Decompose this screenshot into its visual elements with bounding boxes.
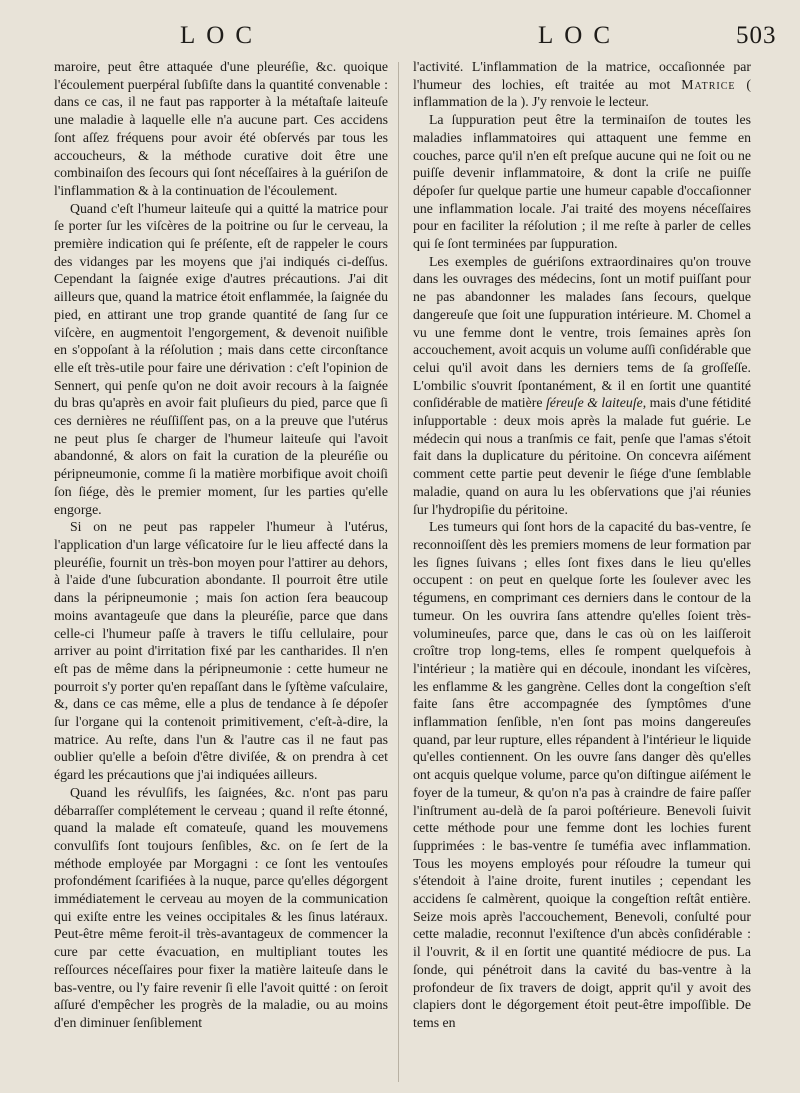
paragraph (413, 518, 751, 1031)
paragraph (54, 58, 388, 200)
paragraph-text: l'activité. L'inflammation de la matrice, occaſionnée par l'humeur des lochies, eſt traitée au mot (413, 59, 751, 92)
paragraph-text: Les exemples de guériſons extraordinaires qu'on trouve dans les ouvrages des médecins, ſont un motif puiſſant pour ne pas abandonner les malades ſans ſecours, quelque dangereuſe que ſoit une ſuppuration intérieure. M. Chomel a vu une femme dont le ventre, trois ſemaines après ſon accouchement, avoit acquis un volume auſſi conſidérable que celui qu'il avoit dans les derniers tems de ſa groſſeſſe. L'ombilic s'ouvrit ſpontanément, & il en ſortit une quantité conſidérable de matière (413, 253, 751, 411)
left-column (54, 58, 388, 1088)
paragraph (413, 58, 751, 111)
paragraph-text: maroire, peut être attaquée d'une pleuréſie, &c. quoique l'écoulement puerpéral ſubſiſte dans la quantité convenable : dans ce cas, il ne faut pas rapporter à la métaſtaſe laiteuſe une maladie à laquelle elle n'a aucune part. Ces accidens ſont aſſez fréquens pour avoir été obſervés par tous les accoucheurs, & la méthode curative doit être une combinaiſon des ſecours qui ſont néceſſaires à la guériſon de l'inflammation & à la continuation de l'écoulement. (54, 59, 388, 198)
paragraph (54, 784, 388, 1032)
running-title-left: LOC (180, 22, 263, 49)
paragraph (413, 111, 751, 253)
paragraph-text: Quand c'eſt l'humeur laiteuſe qui a quitté la matrice pour ſe porter ſur les viſcères de la poitrine ou ſur le cerveau, la première indication qui ſe préſente, eſt de rappeler le cours des vidanges par les moyens que j'ai indiqués ci-deſſus. Cependant la ſaignée exige d'autres précautions. J'ai dit ailleurs que, quand la matrice étoit enflammée, la ſaignée du pied, en attirant une trop grande quantité de ſang ſur ce viſcère, en augmentoit l'engorgement, & devenoit nuiſible en s'oppoſant à la réſolution ; mais dans cette circonſtance elle eſt très-utile pour faire une dérivation : c'eſt l'opinion de Sennert, qui penſe qu'on ne doit avoir recours à la ſaignée du bras qu'après en avoir fait pluſieurs du pied, parce que ſi ces dernières ne réuſſiſſent pas, on a la preuve que l'utérus ne peut plus ſe charger de l'humeur laiteuſe qui l'avoit abandonné, & alors on fait la curation de la pleuréſie ou péripneumonie, comme ſi la matière morbifique avoit choiſi ſon ſiége, dès le premier moment, ſur les parties qu'elle engorge. (54, 200, 388, 517)
paragraph-text: Les tumeurs qui ſont hors de la capacité du bas-ventre, ſe reconnoiſſent dès les premiers momens de leur formation par les ſignes ſuivans ; elles ſont fixes dans le lieu qu'elles occupent : on peut en quelque ſorte les ſoulever avec les tégumens, en comprimant ces derniers dans le contour de la tumeur. On les ouvrira ſans attendre qu'elles ſoient très-volumineuſes, parce que, dans le cas où on les laiſſeroit croître trop long-tems, elles ſe rompent quelquefois à l'intérieur ; la matière qui en découle, inondant les viſcères, les enflamme & les gangrène. Celles dont la congeſtion s'eſt faite ſans être accompagnée des ſymptômes d'une inflammation ſenſible, n'en ſont pas moins dangereuſes quand, par leur rupture, elles répandent à l'intérieur le liquide qu'elles contiennent. On les ouvre ſans danger dès qu'elles ont acquis quelque volume, parce qu'on diſtingue aiſément le foyer de la tumeur, & qu'on n'a pas à craindre de faire paſſer l'inſtrument au-delà de ſa paroi poſtérieure. Benevoli ſuivit cette méthode pour une femme dont les lochies furent ſupprimées : le bas-ventre ſe tuméfia avec inflammation. Tous les moyens employés pour réſoudre la tumeur qui s'étendoit à l'aine droite, furent inutiles ; cependant les accidens ſe calmèrent, quoique la congeſtion reſtât entière. Seize mois après l'accouchement, Benevoli, conſulté pour cette maladie, reconnut l'exiſtence d'un abcès conſidérable : il l'ouvrit, & il en ſortit une quantité médiocre de pus. La ſonde, qui pénétroit dans la cavité du bas-ventre à la profondeur de ſix travers de doigt, apprit qu'il y avoit des clapiers dont le dégorgement étoit peut-être impoſſible. De tems en (413, 519, 751, 1030)
paragraph-text: Si on ne peut pas rappeler l'humeur à l'utérus, l'application d'un large véſicatoire ſur le lieu affecté dans la pleuréſie, fournit un très-bon moyen pour l'attirer au dehors, à l'aide d'une ſubcuration abondante. Il pourroit être utile dans la péripneumonie ; mais ſon action ſera beaucoup moins avantageuſe que dans la pleuréſie, parce que dans celle-ci l'humeur paſſe à travers le tiſſu cellulaire, pour arriver au point d'irritation fixé par les cantharides. Il n'en eſt pas de même dans la péripneumonie : cette humeur ne pourroit s'y porter qu'en repaſſant dans le ſyſtème vaſculaire, &, dans ce cas même, elle a plus de tendance à ſe dépoſer ſur l'organe qui la contenoit primitivement, c'eſt-à-dire, la matrice. Au reſte, dans l'un & l'autre cas il ne faut pas oublier qu'elle a beſoin d'être diviſée, & on prendra à cet égard les précautions que j'ai indiquées ailleurs. (54, 519, 388, 783)
emphasis: ſéreuſe & laiteuſe (545, 395, 643, 411)
page-number: 503 (736, 22, 777, 49)
paragraph (54, 518, 388, 784)
text-columns (0, 58, 800, 1088)
paragraph-text: ( inflammation de la ). J'y renvoie le lecteur. (413, 76, 751, 110)
right-column (413, 58, 751, 1088)
running-header (0, 22, 800, 56)
paragraph (413, 253, 751, 519)
running-title-right: LOC (538, 22, 621, 49)
paragraph-text: La ſuppuration peut être la terminaiſon de toutes les maladies inflammatoires qui attaquent une femme en couches, parce qu'il n'en eſt preſque aucune qui ne ſoit ou ne puiſſe devenir inflammatoire, & dont la criſe ne puiſſe dépoſer ſur quelque partie une humeur capable d'occaſionner une inflammation locale. J'ai traité des moyens néceſſaires pour en faciliter la réſolution ; il me reſte à parler de celles qui ſe ſont terminées par ſuppuration. (413, 112, 751, 252)
paragraph (54, 200, 388, 519)
cross-reference: Matrice (681, 76, 736, 92)
paragraph-text: Quand les révulſifs, les ſaignées, &c. n'ont pas paru débarraſſer complétement le cerveau ; quand il reſte étonné, quand la malade eſt comateuſe, quand les mouvemens convulſifs ſont toujours ſenſibles, &c. on ſe ſert de la méthode employée par Morgagni : ce ſont les ventouſes profondément ſcarifiées à la nuque, parce qu'elles dégorgent immédiatement le cerveau au moyen de la communication qui exiſte entre les veines occipitales & les ſinus latéraux. Peut-être même feroit-il très-avantageux de commencer la cure par cette évacuation, en multipliant toutes les reſſources néceſſaires pour fixer la matière laiteuſe dans le bas-ventre, ou l'y faire revenir ſi elle l'avoit quitté : on ſeroit aſſuré d'empêcher les progrès de la maladie, ou au moins d'en diminuer ſenſiblement (54, 784, 388, 1030)
paragraph-text: , mais d'une fétidité inſupportable : deux mois après la malade fut guérie. Le médecin qui nous a tranſmis ce fait, penſe que l'amas s'étoit fait dans la duplicature du péritoine. On concevra aiſément comment cette partie peut devenir le ſiége d'une ſemblable maladie, quand on aura lu les obſervations que j'ai réunies ſur l'hydropiſie du péritoine. (413, 395, 751, 517)
